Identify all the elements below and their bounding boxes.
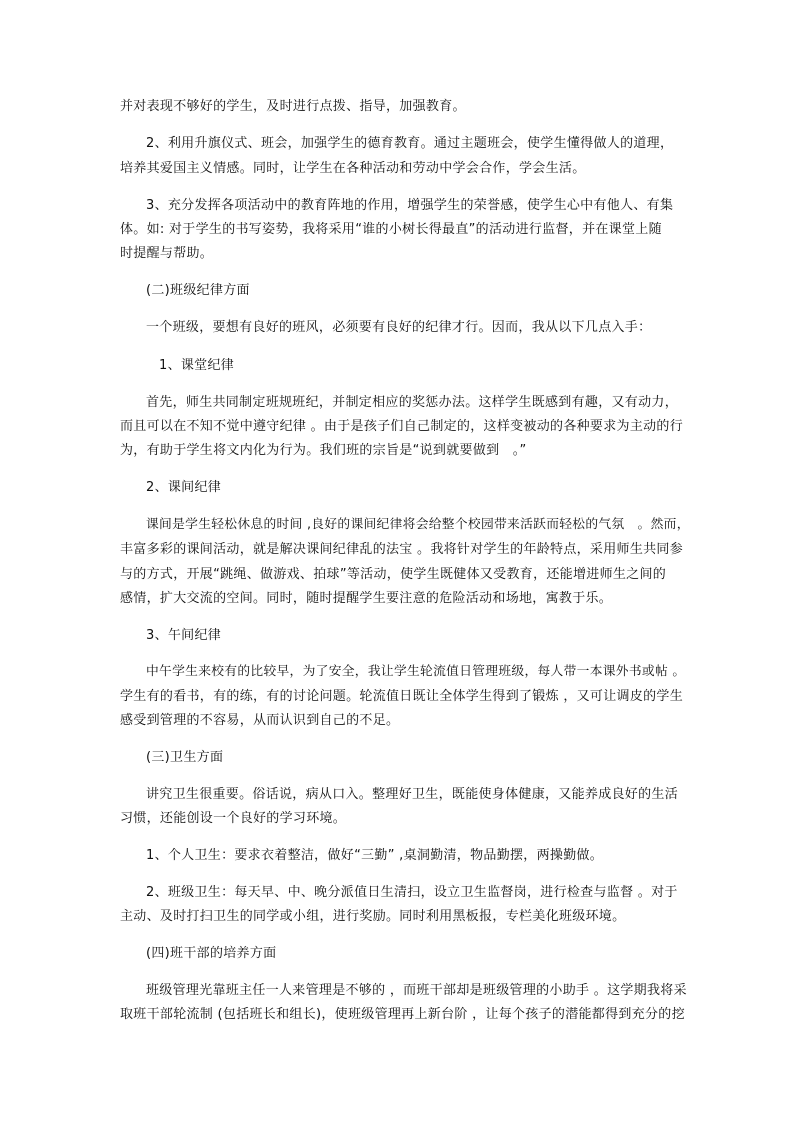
text-line: 首先，师生共同制定班规班纪，并制定相应的奖惩办法。这样学生既感到有趣，又有动力， — [146, 395, 679, 410]
text-line: 一个班级，要想有良好的班风，必须要有良好的纪律才行。因而，我从以下几点入手： — [146, 320, 652, 335]
text-line: 并对表现不够好的学生，及时进行点拨、指导，加强教育。 — [120, 99, 466, 114]
text-line: 丰富多彩的课间活动，就是解决课间纪律乱的法宝 。我将针对学生的年龄特点，采用师生共同参 — [120, 542, 684, 557]
text-line: 与的方式，开展“跳绳、做游戏、拍球”等活动，使学生既健体又受教育，还能增进师生之间的 — [120, 567, 667, 582]
text-line: 时提醒与帮助。 — [120, 246, 214, 261]
text-line: 2、利用升旗仪式、班会，加强学生的德育教育。通过主题班会，使学生懂得做人的道理， — [146, 136, 674, 151]
text-line: 2、班级卫生：每天早、中、晚分派值日生清扫，设立卫生监督岗，进行检查与监督 。对于 — [146, 885, 678, 900]
section-heading: (四)班干部的培养方面 — [146, 946, 277, 961]
text-line: 习惯，还能创设一个良好的学习环境。 — [120, 811, 347, 826]
text-line: 中午学生来校有的比较早，为了安全，我让学生轮流值日管理班级，每人带一本课外书或帖 。 — [146, 664, 686, 679]
text-line: 讲究卫生很重要。俗话说，病从口入。整理好卫生，既能使身体健康，又能养成良好的生活 — [146, 787, 679, 802]
text-line: 3、充分发挥各项活动中的教育阵地的作用，增强学生的荣誉感，使学生心中有他人、有集 — [146, 198, 674, 213]
text-line: 主动、及时打扫卫生的同学或小组，进行奖励。同时利用黑板报，专栏美化班级环境。 — [120, 909, 626, 924]
text-line: 感受到管理的不容易，从而认识到自己的不足。 — [120, 713, 400, 728]
section-heading: (三)卫生方面 — [146, 750, 224, 765]
text-line: 1、个人卫生：要求衣着整洁，做好“三勤” ,桌洞勤清，物品勤摆，两操勤做。 — [146, 848, 604, 863]
section-heading: (二)班级纪律方面 — [146, 283, 250, 298]
text-line: 班级管理光靠班主任一人来管理是不够的 ，而班干部却是班级管理的小助手 。这学期我将采 — [146, 983, 687, 998]
subsection-heading: 2、课间纪律 — [146, 480, 222, 495]
text-line: 体。如: 对于学生的书写姿势，我将采用“谁的小树长得最直”的活动进行监督，并在课堂上随 — [120, 222, 662, 237]
text-line: 取班干部轮流制 (包括班长和组长)，使班级管理再上新台阶 ，让每个孩子的潜能都得到充分的挖 — [120, 1007, 685, 1022]
subsection-heading: 1、课堂纪律 — [159, 358, 235, 373]
text-line: 课间是学生轻松休息的时间 ,良好的课间纪律将会给整个校园带来活跃而轻松的气氛 。然而， — [146, 517, 690, 532]
text-line: 而且可以在不知不觉中遵守纪律 。由于是孩子们自己制定的，这样变被动的各种要求为主动的行 — [120, 419, 684, 434]
text-line: 学生有的看书，有的练，有的讨论问题。轮流值日既让全体学生得到了锻炼 ，又可让调皮的学生 — [120, 689, 684, 704]
text-line: 感情，扩大交流的空间。同时，随时提醒学生要注意的危险活动和场地，寓教于乐。 — [120, 591, 613, 606]
text-line: 培养其爱国主义情感。同时，让学生在各种活动和劳动中学会合作，学会生活。 — [120, 161, 586, 176]
text-line: 为，有助于学生将文内化为行为。我们班的宗旨是“说到就要做到 。” — [120, 443, 527, 458]
subsection-heading: 3、午间纪律 — [146, 628, 222, 643]
